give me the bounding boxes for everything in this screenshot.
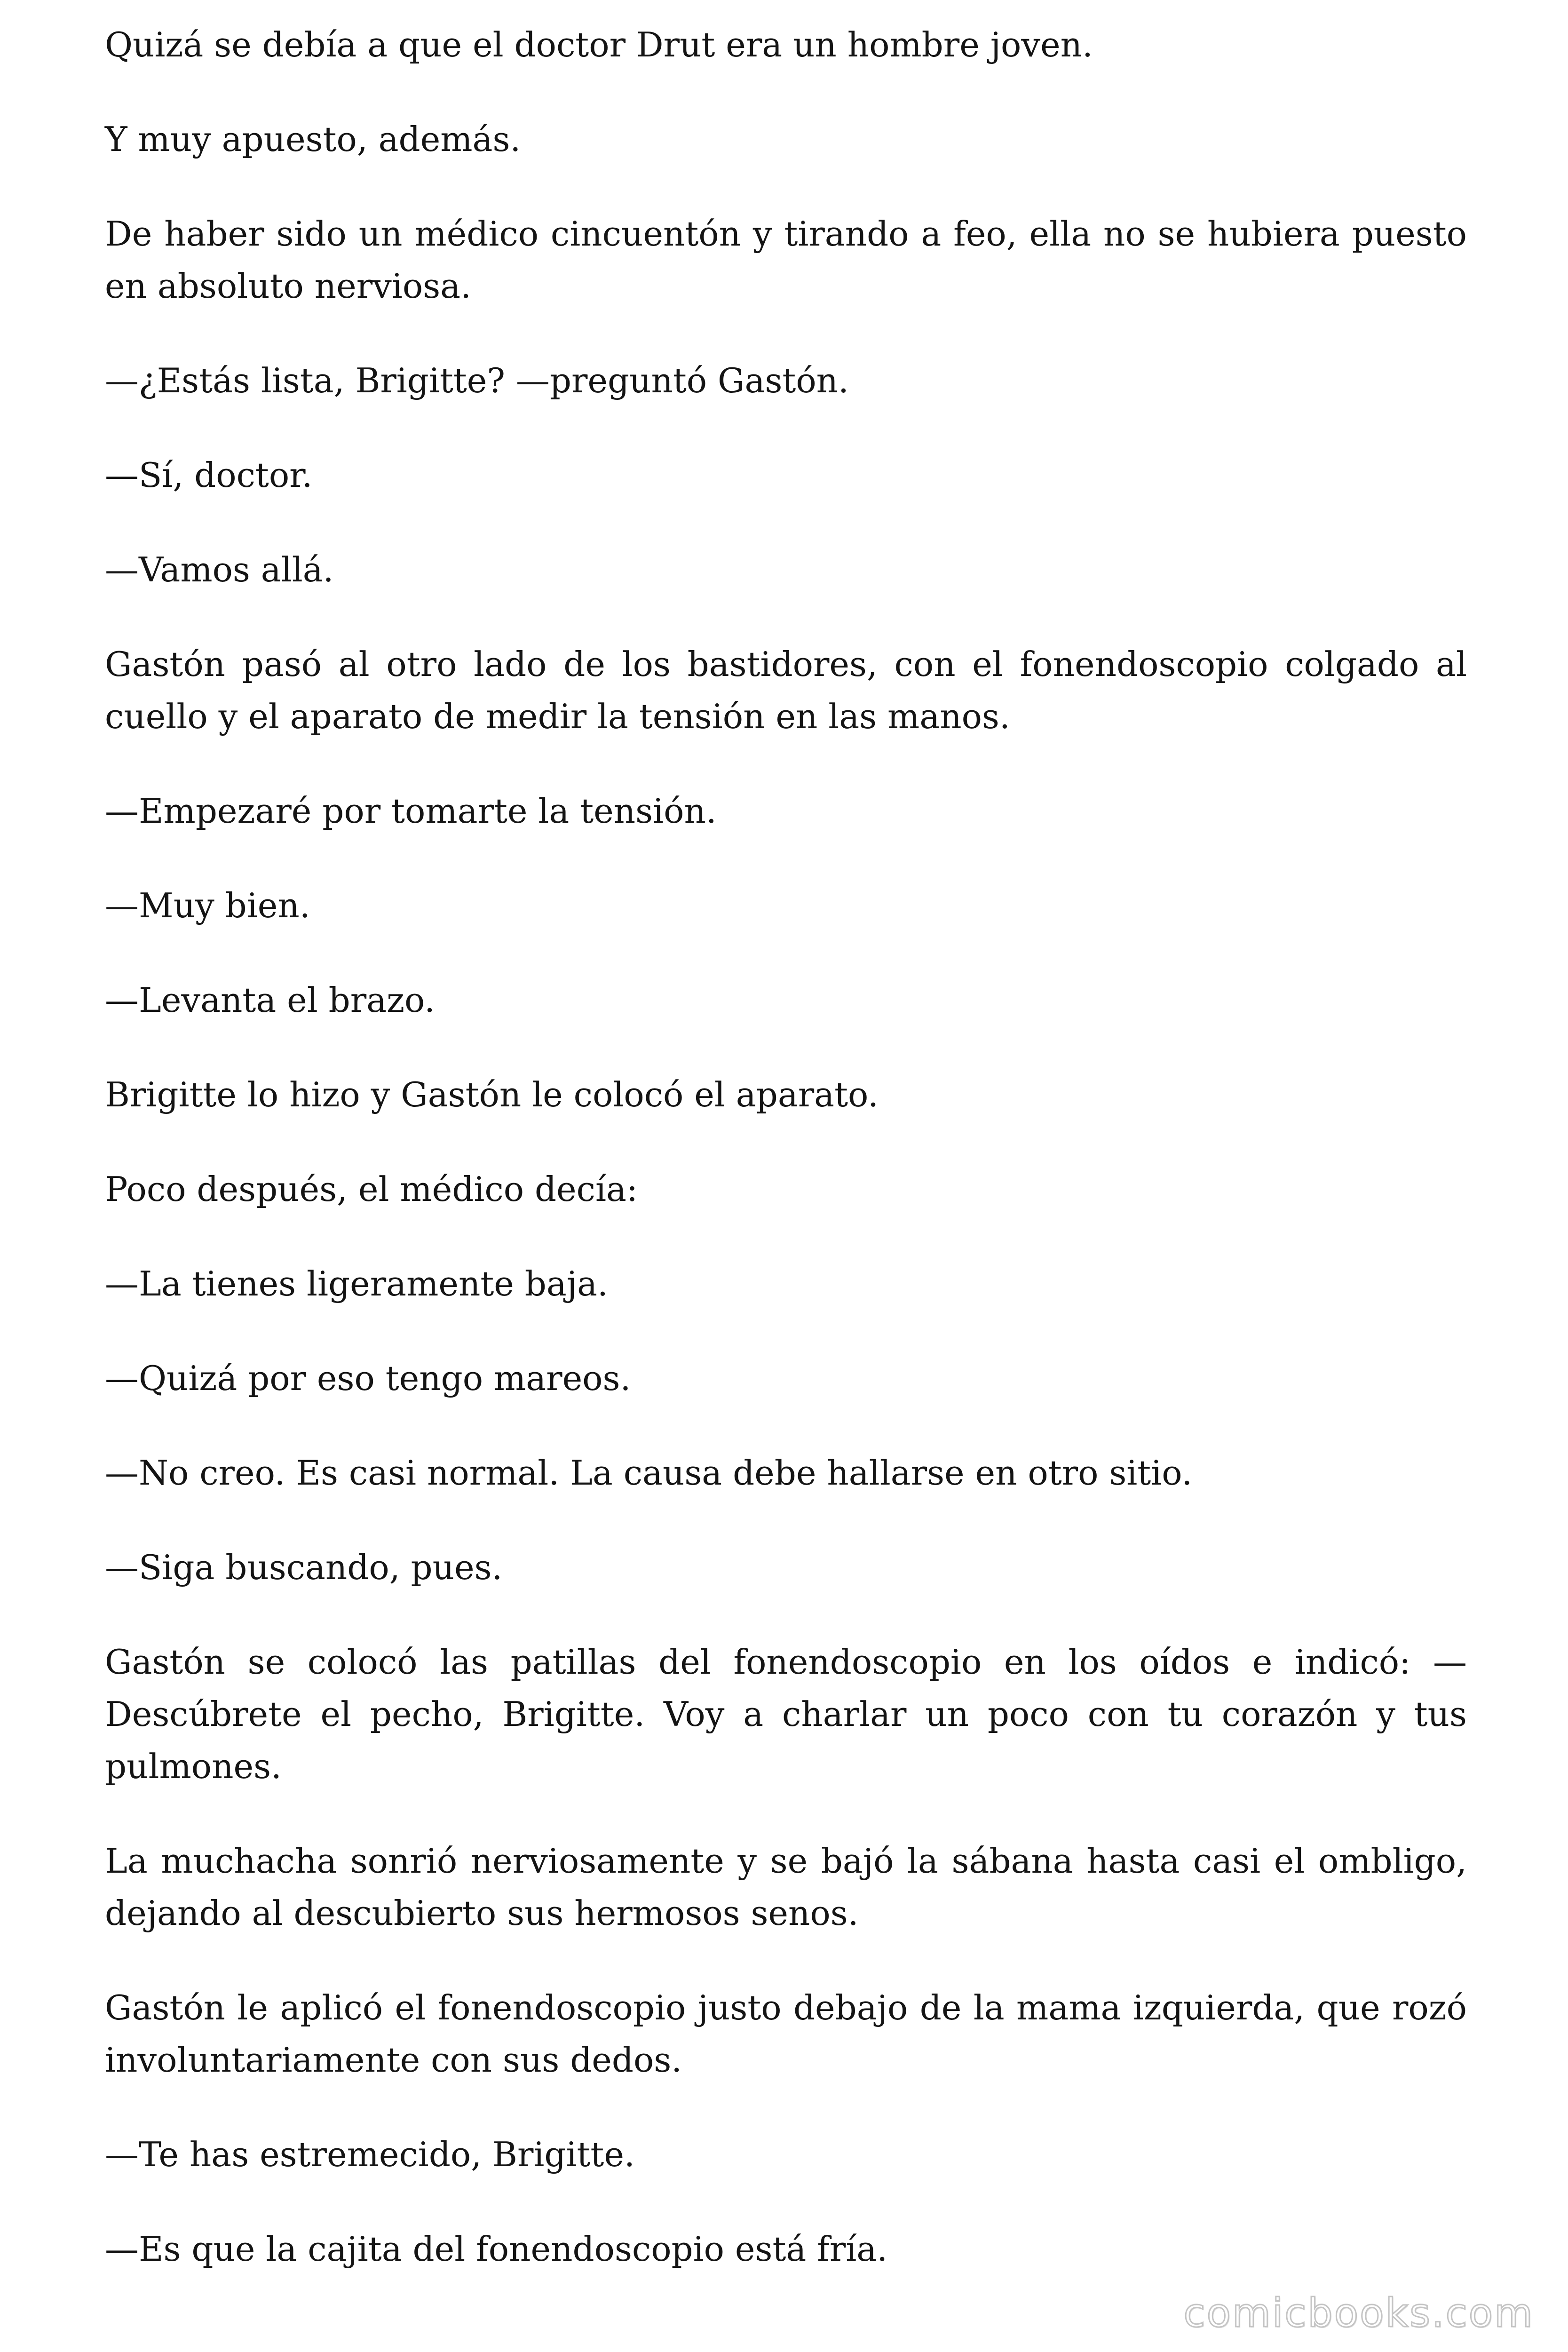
paragraph: —Vamos allá.: [105, 550, 334, 589]
paragraph: Y muy apuesto, además.: [105, 119, 521, 159]
paragraph: —Quizá por eso tengo mareos.: [105, 1359, 631, 1398]
paragraph: —¿Estás lista, Brigitte? —preguntó Gastón.: [105, 361, 849, 400]
paragraph: Brigitte lo hizo y Gastón le colocó el aparato.: [105, 1075, 879, 1114]
paragraph: Gastón le aplicó el fonendoscopio justo debajo de la mama izquierda, que rozó involuntariamente con sus dedos.: [105, 1988, 1467, 2080]
paragraph: —Empezaré por tomarte la tensión.: [105, 791, 717, 831]
paragraph: —No creo. Es casi normal. La causa debe hallarse en otro sitio.: [105, 1453, 1193, 1493]
paragraph: —Levanta el brazo.: [105, 980, 435, 1020]
paragraph: De haber sido un médico cincuentón y tirando a feo, ella no se hubiera puesto en absoluto nerviosa.: [105, 214, 1467, 306]
paragraph: Poco después, el médico decía:: [105, 1169, 638, 1209]
paragraph: Gastón se colocó las patillas del fonendoscopio en los oídos e indicó: —Descúbrete el pecho, Brigitte. Voy a charlar un poco con tu corazón y tus pulmones.: [105, 1642, 1467, 1786]
paragraph: —Sí, doctor.: [105, 455, 313, 495]
book-page-text: [105, 19, 1467, 2275]
paragraph: —Muy bien.: [105, 886, 310, 925]
paragraph: La muchacha sonrió nerviosamente y se bajó la sábana hasta casi el ombligo, dejando al descubierto sus hermosos senos.: [105, 1841, 1467, 1933]
paragraph: —Es que la cajita del fonendoscopio está fría.: [105, 2229, 888, 2269]
paragraph: —Te has estremecido, Brigitte.: [105, 2135, 635, 2174]
paragraph: —La tienes ligeramente baja.: [105, 1264, 608, 1303]
paragraph: Quizá se debía a que el doctor Drut era un hombre joven.: [105, 25, 1093, 64]
watermark: comicbooks.com: [1183, 2290, 1534, 2336]
paragraph: —Siga buscando, pues.: [105, 1548, 503, 1587]
paragraph: Gastón pasó al otro lado de los bastidores, con el fonendoscopio colgado al cuello y el aparato de medir la tensión en las manos.: [105, 644, 1467, 736]
